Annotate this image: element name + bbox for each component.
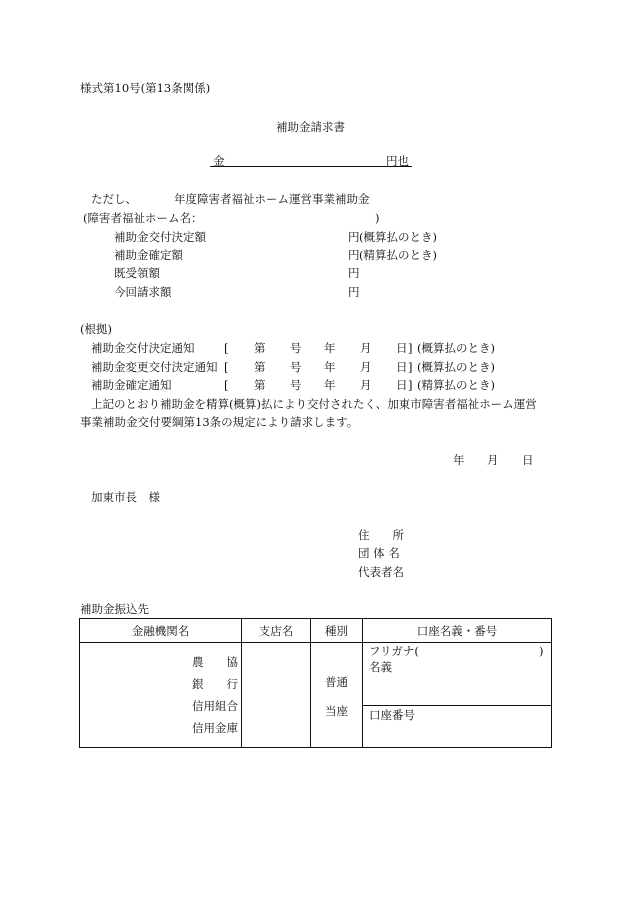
header-branch: 支店名 <box>242 619 311 643</box>
account-type-cell <box>311 643 363 748</box>
institution-shinkumi: 信用組合 <box>192 699 238 713</box>
date-month: 月 <box>487 453 499 467</box>
dai-text: 第 <box>254 360 266 374</box>
page-title: 補助金請求書 <box>276 120 345 134</box>
furigana-label: フリガナ( <box>369 644 419 658</box>
bracket-close: ] <box>408 341 413 355</box>
item-label: 補助金交付決定額 <box>114 230 206 244</box>
header-institution: 金融機関名 <box>80 619 242 643</box>
bank-table-row <box>80 643 552 748</box>
day-text: 日 <box>396 341 408 355</box>
item-note: (精算払のとき) <box>359 248 437 262</box>
home-name-label: (障害者福祉ホーム名： <box>83 211 203 225</box>
meigi-label: 名義 <box>369 660 392 674</box>
bank-table <box>79 618 552 748</box>
addressee: 加東市長 様 <box>91 490 160 504</box>
amount-suffix: 円也 <box>386 154 409 168</box>
amount-prefix: 金 <box>213 154 225 168</box>
institution-shinkin: 信用金庫 <box>192 721 238 735</box>
institution-cell <box>80 643 242 748</box>
form-number: 様式第10号(第13条関係) <box>80 81 211 95</box>
item-unit: 円 <box>348 285 360 299</box>
bracket-close: ] <box>408 378 413 392</box>
branch-cell <box>242 643 311 748</box>
header-type: 種別 <box>311 619 363 643</box>
month-text: 月 <box>360 341 372 355</box>
item-label: 今回請求額 <box>114 285 172 299</box>
bank-heading: 補助金振込先 <box>80 602 149 616</box>
item-label: 既受領額 <box>114 266 160 280</box>
bracket-open: [ <box>224 378 229 392</box>
date-year: 年 <box>453 453 465 467</box>
institution-nokyo: 農 協 <box>192 655 238 669</box>
statement-line1: 上記のとおり補助金を精算(概算)払により交付されたく、加東市障害者福祉ホーム運営 <box>91 397 537 411</box>
item-unit: 円 <box>348 230 360 244</box>
date-day: 日 <box>522 453 534 467</box>
basis-note: (概算払のとき) <box>417 341 495 355</box>
applicant-address-label: 住 所 <box>358 528 404 542</box>
item-label: 補助金確定額 <box>114 248 183 262</box>
tadashi-text: ただし、 <box>91 192 137 206</box>
item-unit: 円 <box>348 266 360 280</box>
statement-line2: 事業補助金交付要綱第13条の規定により請求します。 <box>80 415 359 429</box>
item-note: (概算払のとき) <box>359 230 437 244</box>
furigana-close: ) <box>539 644 544 658</box>
basis-label: 補助金変更交付決定通知 <box>91 360 218 374</box>
month-text: 月 <box>360 360 372 374</box>
month-text: 月 <box>360 378 372 392</box>
day-text: 日 <box>396 360 408 374</box>
basis-label: 補助金確定通知 <box>91 378 172 392</box>
account-name-cell <box>363 643 552 748</box>
year-text: 年 <box>324 360 336 374</box>
dai-text: 第 <box>254 378 266 392</box>
basis-heading: (根拠) <box>80 322 112 336</box>
item-unit: 円 <box>348 248 360 262</box>
amount-underline <box>210 166 412 167</box>
applicant-rep-label: 代表者名 <box>358 565 404 579</box>
account-type-toza: 当座 <box>325 704 348 718</box>
basis-note: (概算払のとき) <box>417 360 495 374</box>
day-text: 日 <box>396 378 408 392</box>
header-account: 口座名義・番号 <box>363 619 552 643</box>
go-text: 号 <box>290 360 302 374</box>
dai-text: 第 <box>254 341 266 355</box>
bracket-open: [ <box>224 360 229 374</box>
bracket-open: [ <box>224 341 229 355</box>
account-number-label: 口座番号 <box>369 708 415 722</box>
year-text: 年 <box>324 378 336 392</box>
institution-ginko: 銀 行 <box>192 677 238 691</box>
applicant-org-label: 団 体 名 <box>358 546 400 560</box>
basis-note: (精算払のとき) <box>417 378 495 392</box>
go-text: 号 <box>290 378 302 392</box>
account-divider <box>363 705 551 706</box>
go-text: 号 <box>290 341 302 355</box>
bracket-close: ] <box>408 360 413 374</box>
project-name: 年度障害者福祉ホーム運営事業補助金 <box>174 192 370 206</box>
account-type-futsu: 普通 <box>325 675 348 689</box>
home-name-close: ) <box>375 211 380 225</box>
bank-table-header <box>80 619 552 643</box>
year-text: 年 <box>324 341 336 355</box>
basis-label: 補助金交付決定通知 <box>91 341 195 355</box>
